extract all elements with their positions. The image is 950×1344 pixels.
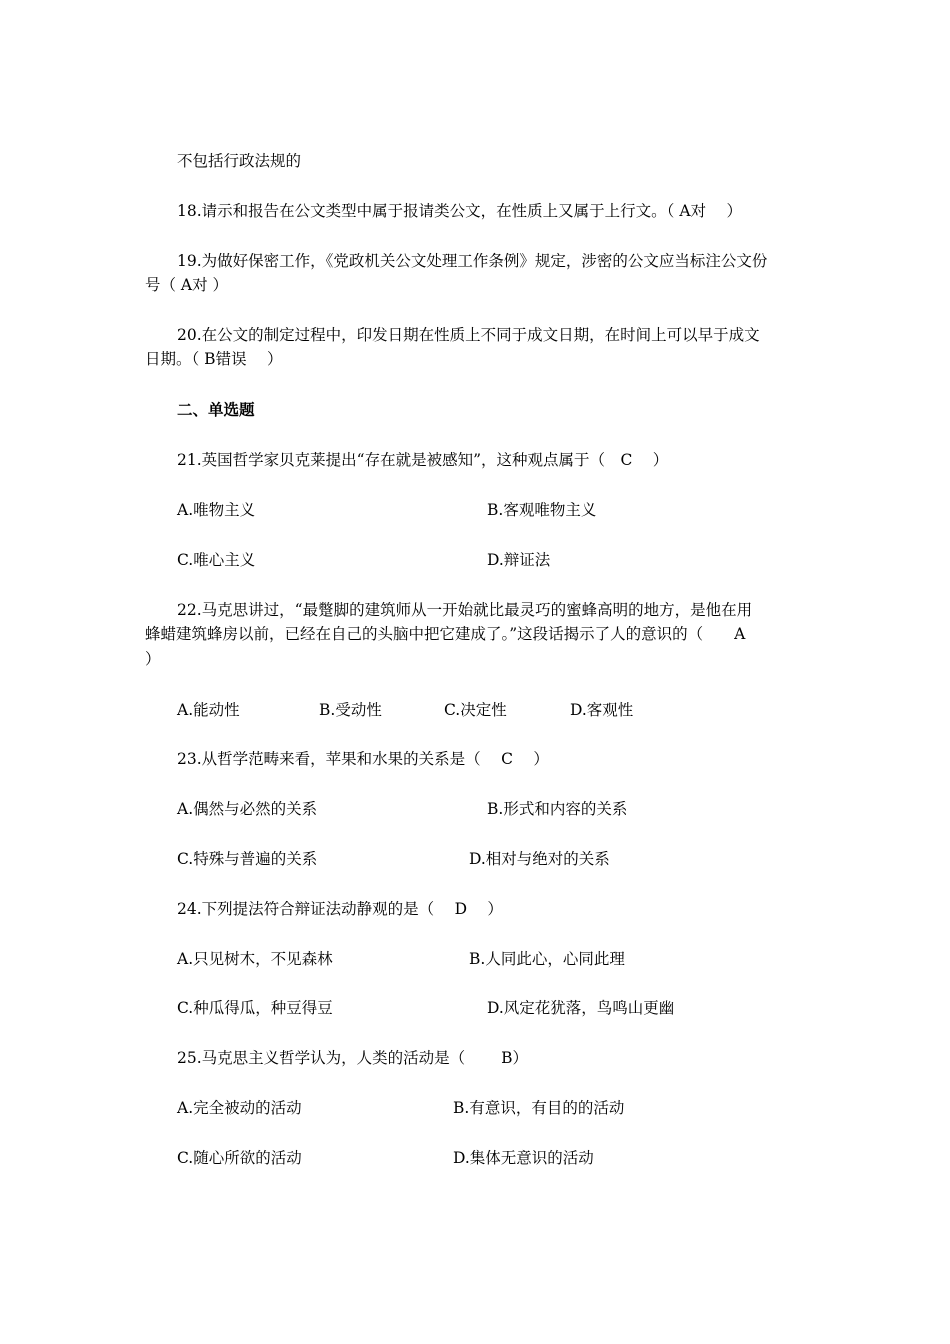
- q23-option-d: D.相对与绝对的关系: [469, 850, 610, 868]
- question-22-line-1: 22.马克思讲过，“最蹩脚的建筑师从一开始就比最灵巧的蜜蜂高明的地方，是他在用: [177, 601, 753, 619]
- q22-option-c: C.决定性: [444, 701, 507, 719]
- q25-option-b: B.有意识，有目的的活动: [453, 1099, 625, 1117]
- q21-option-c: C.唯心主义: [177, 551, 256, 569]
- continuation-text: 不包括行政法规的: [177, 152, 302, 170]
- q25-option-c: C.随心所欲的活动: [177, 1149, 302, 1167]
- q24-option-c: C.种瓜得瓜，种豆得豆: [177, 999, 333, 1017]
- question-20-line-2: 日期。（ B错误 ）: [145, 350, 283, 368]
- question-20-line-1: 20.在公文的制定过程中，印发日期在性质上不同于成文日期，在时间上可以早于成文: [177, 326, 760, 344]
- question-25: 25.马克思主义哲学认为，人类的活动是（ B）: [177, 1049, 528, 1067]
- section-title: 二、单选题: [177, 400, 255, 419]
- q24-option-a: A.只见树木，不见森林: [177, 950, 333, 968]
- question-22-line-2: 蜂蜡建筑蜂房以前，已经在自己的头脑中把它建成了。”这段话揭示了人的意识的（ A: [145, 625, 746, 643]
- q22-option-b: B.受动性: [319, 701, 382, 719]
- q21-option-a: A.唯物主义: [177, 501, 256, 519]
- question-23: 23.从哲学范畴来看，苹果和水果的关系是（ C ）: [177, 750, 549, 768]
- q25-option-a: A.完全被动的活动: [177, 1099, 302, 1117]
- question-18: 18.请示和报告在公文类型中属于报请类公文，在性质上又属于上行文。（ A对 ）: [177, 202, 742, 220]
- question-19-line-2: 号（ A对 ）: [145, 276, 229, 294]
- q22-option-d: D.客观性: [570, 701, 634, 719]
- q22-option-a: A.能动性: [177, 701, 240, 719]
- q21-option-b: B.客观唯物主义: [487, 501, 597, 519]
- q24-option-d: D.风定花犹落，鸟鸣山更幽: [487, 999, 675, 1017]
- question-22-line-3: ）: [145, 650, 161, 668]
- q23-option-a: A.偶然与必然的关系: [177, 800, 318, 818]
- question-24: 24.下列提法符合辩证法动静观的是（ D ）: [177, 900, 503, 918]
- q24-option-b: B.人同此心，心同此理: [469, 950, 625, 968]
- q23-option-b: B.形式和内容的关系: [487, 800, 628, 818]
- question-21: 21.英国哲学家贝克莱提出“存在就是被感知”，这种观点属于（ C ）: [177, 451, 669, 469]
- q21-option-d: D.辩证法: [487, 551, 551, 569]
- question-19-line-1: 19.为做好保密工作，《党政机关公文处理工作条例》规定，涉密的公文应当标注公文份: [177, 252, 768, 270]
- q25-option-d: D.集体无意识的活动: [453, 1149, 594, 1167]
- q23-option-c: C.特殊与普遍的关系: [177, 850, 318, 868]
